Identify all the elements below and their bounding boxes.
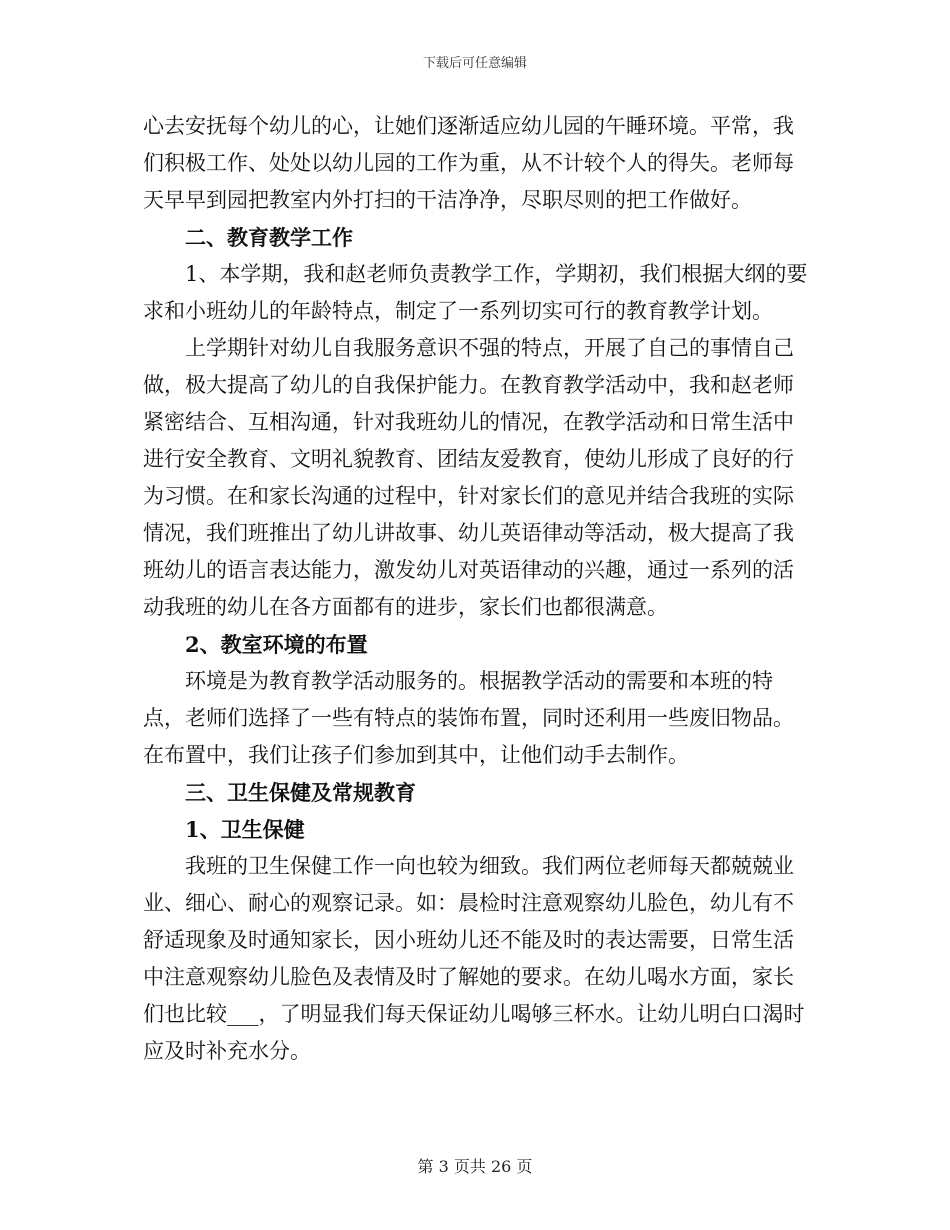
section-heading-health: 三、卫生保健及常规教育: [185, 780, 416, 805]
paragraph-continuation: 心去安抚每个幼儿的心，让她们逐渐适应幼儿园的午睡环境。平常，我们积极工作、处处以幼儿园的工作为重，从不计较个人的得失。老师每天早早到园把教室内外打扫的干洁净净，尽职尽则的把工作做好。: [143, 114, 794, 212]
paragraph: 我班的卫生保健工作一向也较为细致。我们两位老师每天都兢兢业业、细心、耐心的观察记录。如：晨检时注意观察幼儿脸色，幼儿有不舒适现象及时通知家长，因小班幼儿还不能及时的表达需要，日常生活中注意观察幼儿脸色及表情及时了解她的要求。在幼儿喝水方面，家长们也比较___，了明显我们每天保证幼儿喝够三杯水。让幼儿明白口渴时应及时补充水分。: [143, 854, 805, 1063]
paragraph: 环境是为教育教学活动服务的。根据教学活动的需要和本班的特点，老师们选择了一些有特点的装饰布置，同时还利用一些废旧物品。在布置中，我们让孩子们参加到其中，让他们动手去制作。: [143, 669, 794, 767]
page-header: 下载后可任意编辑: [422, 56, 527, 71]
document-body: [143, 108, 813, 1070]
subsection-heading-classroom: 2、教室环境的布置: [185, 632, 368, 657]
paragraph: 1、本学期，我和赵老师负责教学工作，学期初，我们根据大纲的要求和小班幼儿的年龄特点，制定了一系列切实可行的教育教学计划。: [143, 262, 808, 323]
paragraph: 上学期针对幼儿自我服务意识不强的特点，开展了自己的事情自己做，极大提高了幼儿的自我保护能力。在教育教学活动中，我和赵老师紧密结合、互相沟通，针对我班幼儿的情况，在教学活动和日常生活中进行安全教育、文明礼貌教育、团结友爱教育，使幼儿形成了良好的行为习惯。在和家长沟通的过程中，针对家长们的意见并结合我班的实际情况，我们班推出了幼儿讲故事、幼儿英语律动等活动，极大提高了我班幼儿的语言表达能力，激发幼儿对英语律动的兴趣，通过一系列的活动我班的幼儿在各方面都有的进步，家长们也都很满意。: [143, 336, 794, 619]
subsection-heading-hygiene: 1、卫生保健: [185, 817, 305, 842]
page-footer: 第 3 页共 26 页: [417, 1157, 533, 1176]
section-heading-teaching: 二、教育教学工作: [185, 225, 353, 250]
